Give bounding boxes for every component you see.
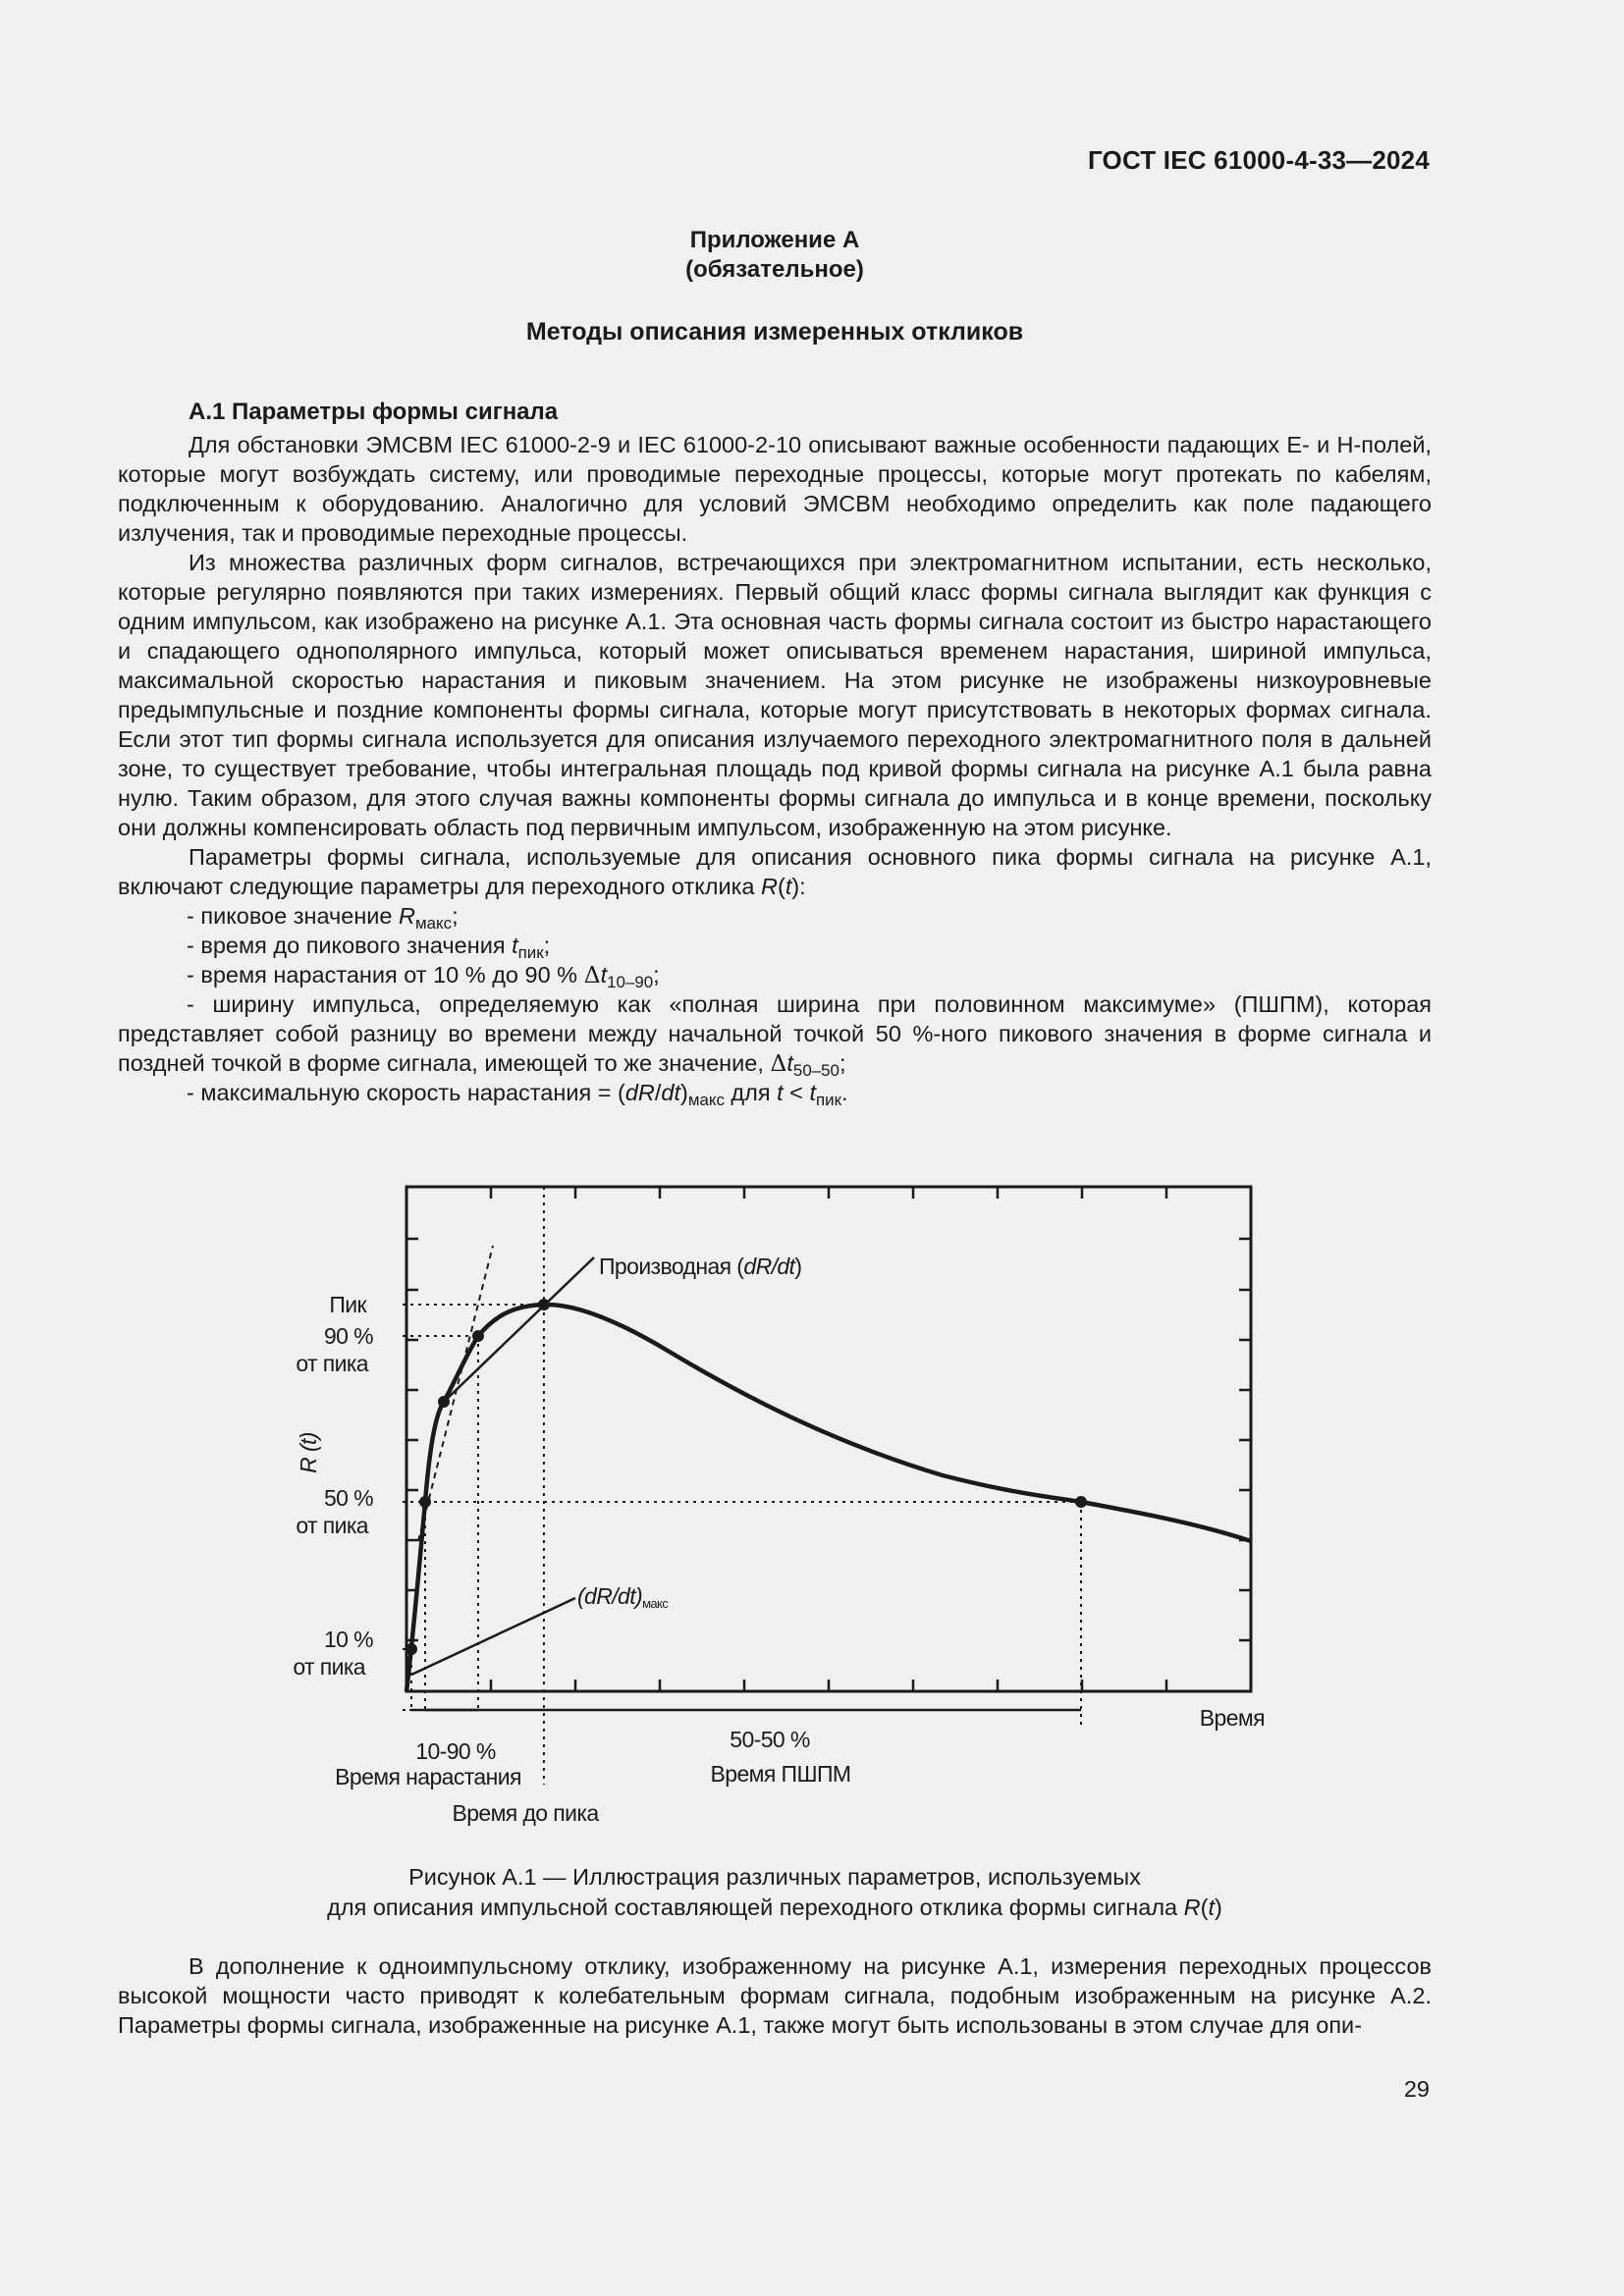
appendix-title [118,226,1432,285]
label-50-of-peak: от пика [296,1513,368,1538]
rise-time-percent: 10-90 % [415,1738,496,1764]
list-item: - время нарастания от 10 % до 90 % $\Delta t_{10-90}$; [187,961,660,992]
measurement-points [406,1299,1087,1655]
paragraph-1: Для обстановки ЭМСВМ IEC 61000-2-9 и IEC 61000-2-10 описывают важные особенности падающих Е- и Н-полей, которые могут возбуждать систему, или проводимые переходные процессы, которые могут протекать по кабелям, подключенным к оборудованию. Аналогично для условий ЭМСВМ необходимо определить как поле падающего излучения, так и проводимые переходные процессы. [118,432,1432,546]
x-axis-label: Время [1199,1705,1265,1731]
paragraph-2: Из множества различных форм сигналов, встречающихся при электромагнитном испытании, есть несколько, которые регулярно появляются при таких измерениях. Первый общий класс формы сигнала выглядит как функция с одним импульсом, как изображено на рисунке А.1. Эта основная часть формы сигнала состоит из быстро нарастающего и спадающего однополярного импульса, который может описываться временем нарастания, шириной импульса, максимальной скоростью нарастания и пиковым значением. На этом рисунке не изображены низкоуровневые предымпульсные и поздние компоненты формы сигнала, которые могут присутствовать в некоторых формах сигнала. Если этот тип формы сигнала используется для описания излучаемого переходного электромагнитного поля в дальней зоне, то существует требование, чтобы интегральная площадь под кривой формы сигнала на рисунке А.1 была равна нулю. Таким образом, для этого случая важны компоненты формы сигнала до импульса и в конце времени, поскольку они должны компенсировать область под первичным импульсом, изображенную на этом рисунке. [118,550,1432,840]
rise-time-label: Время нарастания [335,1764,521,1789]
section-title [118,398,1432,427]
max-rate-pointer [411,1598,575,1675]
max-rate-label: (dR/dt)макс [577,1583,669,1611]
list-item: - ширину импульса, определяемую как «полная ширина при половинном максимуме» (ПШПМ), которая представляет собой разницу во времени между начальной точкой 50 %-ного пикового значения в форме сигнала и поздней точкой в форме сигнала, имеющей то же значение, $\Delta t_{50-50}$; [118,991,1432,1081]
label-90-of-peak: от пика [296,1351,368,1376]
parameter-list [118,901,1432,1110]
appendix-status: (обязательное) [685,256,864,283]
time-to-peak-label: Время до пика [452,1800,599,1826]
waveform-figure [0,1168,1624,1855]
fwhm-label: Время ПШПМ [710,1761,851,1787]
label-10-percent: 10 % [323,1627,373,1652]
label-50-percent: 50 % [323,1485,373,1511]
derivative-label: Производная (dR/dt) [599,1254,802,1279]
label-90-percent: 90 % [323,1323,373,1349]
body-text-continued [118,1951,1432,2040]
page-heading: Методы описания измеренных откликов [525,318,1024,346]
waveform-curve [406,1305,1251,1691]
body-text [118,430,1432,1110]
paragraph-3: Параметры формы сигнала, используемые для описания основного пика формы сигнала на рисунке А.1, включают следующие параметры для переходного отклика R(t): [118,844,1432,899]
y-axis-label: R (t) [296,1432,321,1473]
paragraph-4: В дополнение к одноимпульсному отклику, изображенному на рисунке А.1, измерения переходных процессов высокой мощности часто приводят к колебательным формам сигнала, подобным изображенным на рисунке А.2. Параметры формы сигнала, изображенные на рисунке А.1, также могут быть использованы в этом случае для опи- [118,1953,1432,2038]
list-item: - пиковое значение $R_{макс}$; [187,903,459,934]
list-item: - время до пикового значения $t_{пик}$; [187,933,551,963]
caption-line-2: для описания импульсной составляющей переходного отклика формы сигнала R(t) [327,1895,1222,1920]
section-title-text: А.1 Параметры формы сигнала [189,399,559,425]
appendix-name: Приложение А [689,227,860,253]
tangent-line [418,1246,493,1541]
list-item: - максимальную скорость нарастания = $(dR/dt)_{макс}$ для $t < t_{пик}$. [187,1080,848,1110]
standard-number: ГОСТ IEC 61000-4-33—2024 [1087,145,1430,175]
label-10-of-peak: от пика [293,1654,365,1680]
caption-line-1: Рисунок А.1 — Иллюстрация различных параметров, используемых [408,1864,1141,1890]
plot-frame [406,1187,1251,1691]
page-number: 29 [1403,2076,1430,2102]
fwhm-percent: 50-50 % [730,1727,810,1752]
tick-marks [406,1187,1251,1691]
figure-caption [118,1862,1432,1923]
derivative-pointer [444,1257,594,1402]
label-peak: Пик [329,1292,366,1317]
